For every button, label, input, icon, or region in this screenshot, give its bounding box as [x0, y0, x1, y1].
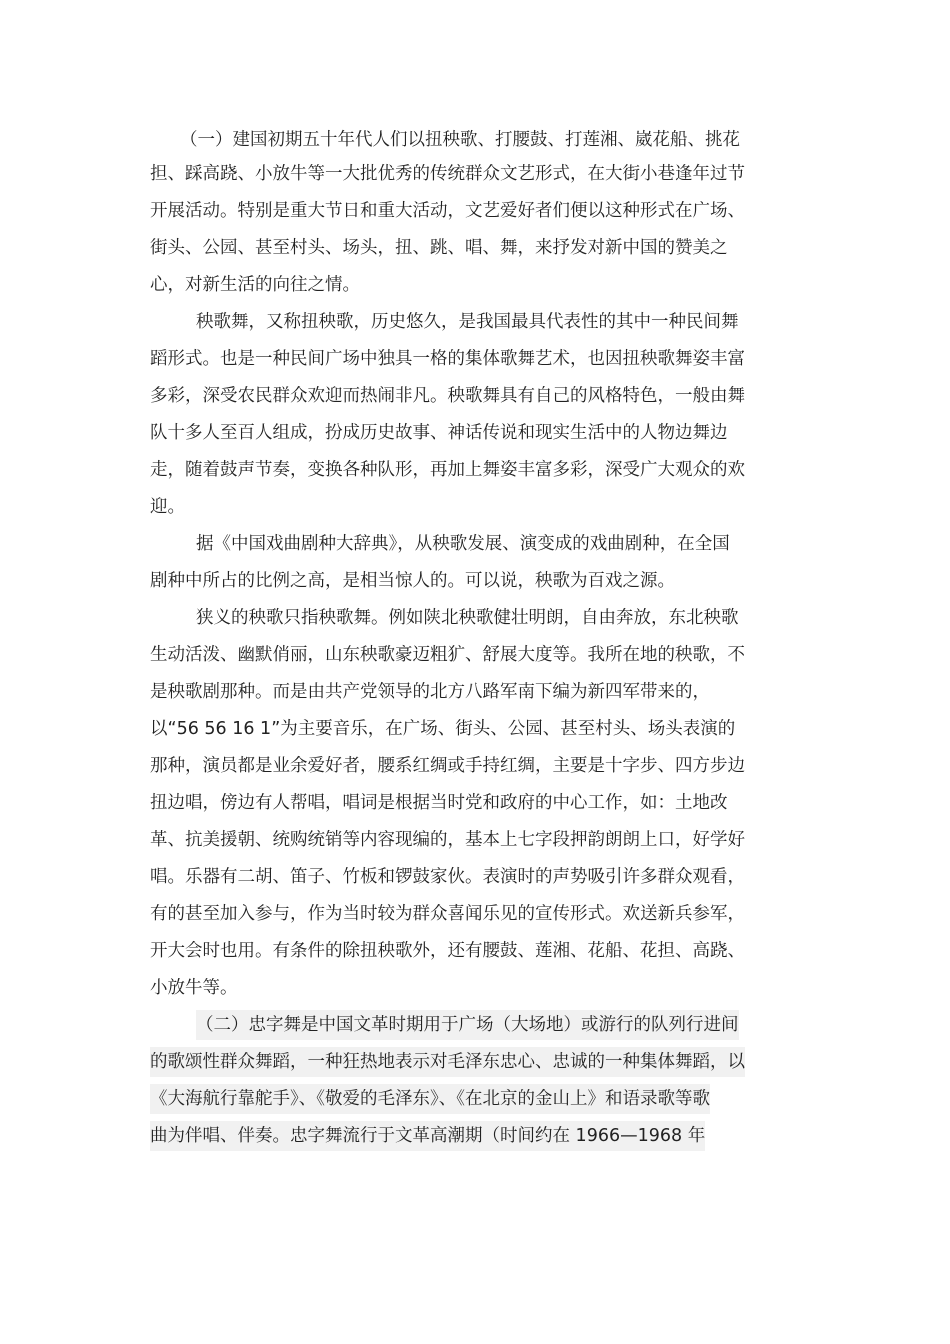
- text-line: 秧歌舞，又称扭秧歌，历史悠久，是我国最具代表性的其中一种民间舞: [196, 312, 739, 332]
- text-line: 多彩，深受农民群众欢迎而热闹非凡。秧歌舞具有自己的风格特色，一般由舞: [150, 386, 745, 406]
- text-line: 迎。: [150, 497, 185, 517]
- text-line: 走，随着鼓声节奏，变换各种队形，再加上舞姿丰富多彩，深受广大观众的欢: [150, 460, 745, 480]
- highlighted-text-line: （二）忠字舞是中国文革时期用于广场（大场地）或游行的队列行进间: [196, 1010, 739, 1040]
- text-line: 心，对新生活的向往之情。: [150, 275, 360, 295]
- text-line: 革、抗美援朝、统购统销等内容现编的，基本上七字段押韵朗朗上口，好学好: [150, 830, 745, 850]
- text-line: 是秧歌剧那种。而是由共产党领导的北方八路军南下编为新四军带来的，: [150, 682, 710, 702]
- highlighted-text-line: 《大海航行靠舵手》、《敬爱的毛泽东》、《在北京的金山上》和语录歌等歌: [150, 1084, 710, 1114]
- highlighted-text-line: 的歌颂性群众舞蹈，一种狂热地表示对毛泽东忠心、忠诚的一种集体舞蹈，以: [150, 1047, 745, 1077]
- text-line: 据《中国戏曲剧种大辞典》，从秧歌发展、演变成的戏曲剧种，在全国: [196, 534, 730, 554]
- text-line: 街头、公园、甚至村头、场头，扭、跳、唱、舞，来抒发对新中国的赞美之: [150, 238, 728, 258]
- highlighted-text-line: 曲为伴唱、伴奏。忠字舞流行于文革高潮期（时间约在 1966—1968 年: [150, 1121, 705, 1151]
- text-line: 狭义的秧歌只指秧歌舞。例如陕北秧歌健壮明朗，自由奔放，东北秧歌: [196, 608, 739, 628]
- text-line: 以“56 56 16 1”为主要音乐，在广场、街头、公园、甚至村头、场头表演的: [150, 719, 736, 739]
- text-line: 生动活泼、幽默俏丽，山东秧歌豪迈粗犷、舒展大度等。我所在地的秧歌，不: [150, 645, 745, 665]
- text-line: 剧种中所占的比例之高，是相当惊人的。可以说，秧歌为百戏之源。: [150, 571, 675, 591]
- text-line: 唱。乐器有二胡、笛子、竹板和锣鼓家伙。表演时的声势吸引许多群众观看，: [150, 867, 745, 887]
- text-line: 蹈形式。也是一种民间广场中独具一格的集体歌舞艺术，也因扭秧歌舞姿丰富: [150, 349, 745, 369]
- text-line: 担、踩高跷、小放牛等一大批优秀的传统群众文艺形式，在大街小巷逢年过节: [150, 164, 745, 184]
- text-line: 开大会时也用。有条件的除扭秧歌外，还有腰鼓、莲湘、花船、花担、高跷、: [150, 941, 745, 961]
- text-line: 队十多人至百人组成，扮成历史故事、神话传说和现实生活中的人物边舞边: [150, 423, 728, 443]
- text-line: （一）建国初期五十年代人们以扭秧歌、打腰鼓、打莲湘、崴花船、挑花: [180, 130, 740, 150]
- text-line: 开展活动。特别是重大节日和重大活动，文艺爱好者们便以这种形式在广场、: [150, 201, 745, 221]
- text-line: 那种，演员都是业余爱好者，腰系红绸或手持红绸，主要是十字步、四方步边: [150, 756, 745, 776]
- text-line: 小放牛等。: [150, 978, 238, 998]
- text-line: 有的甚至加入参与，作为当时较为群众喜闻乐见的宣传形式。欢送新兵参军，: [150, 904, 745, 924]
- text-line: 扭边唱，傍边有人帮唱，唱词是根据当时党和政府的中心工作，如：土地改: [150, 793, 728, 813]
